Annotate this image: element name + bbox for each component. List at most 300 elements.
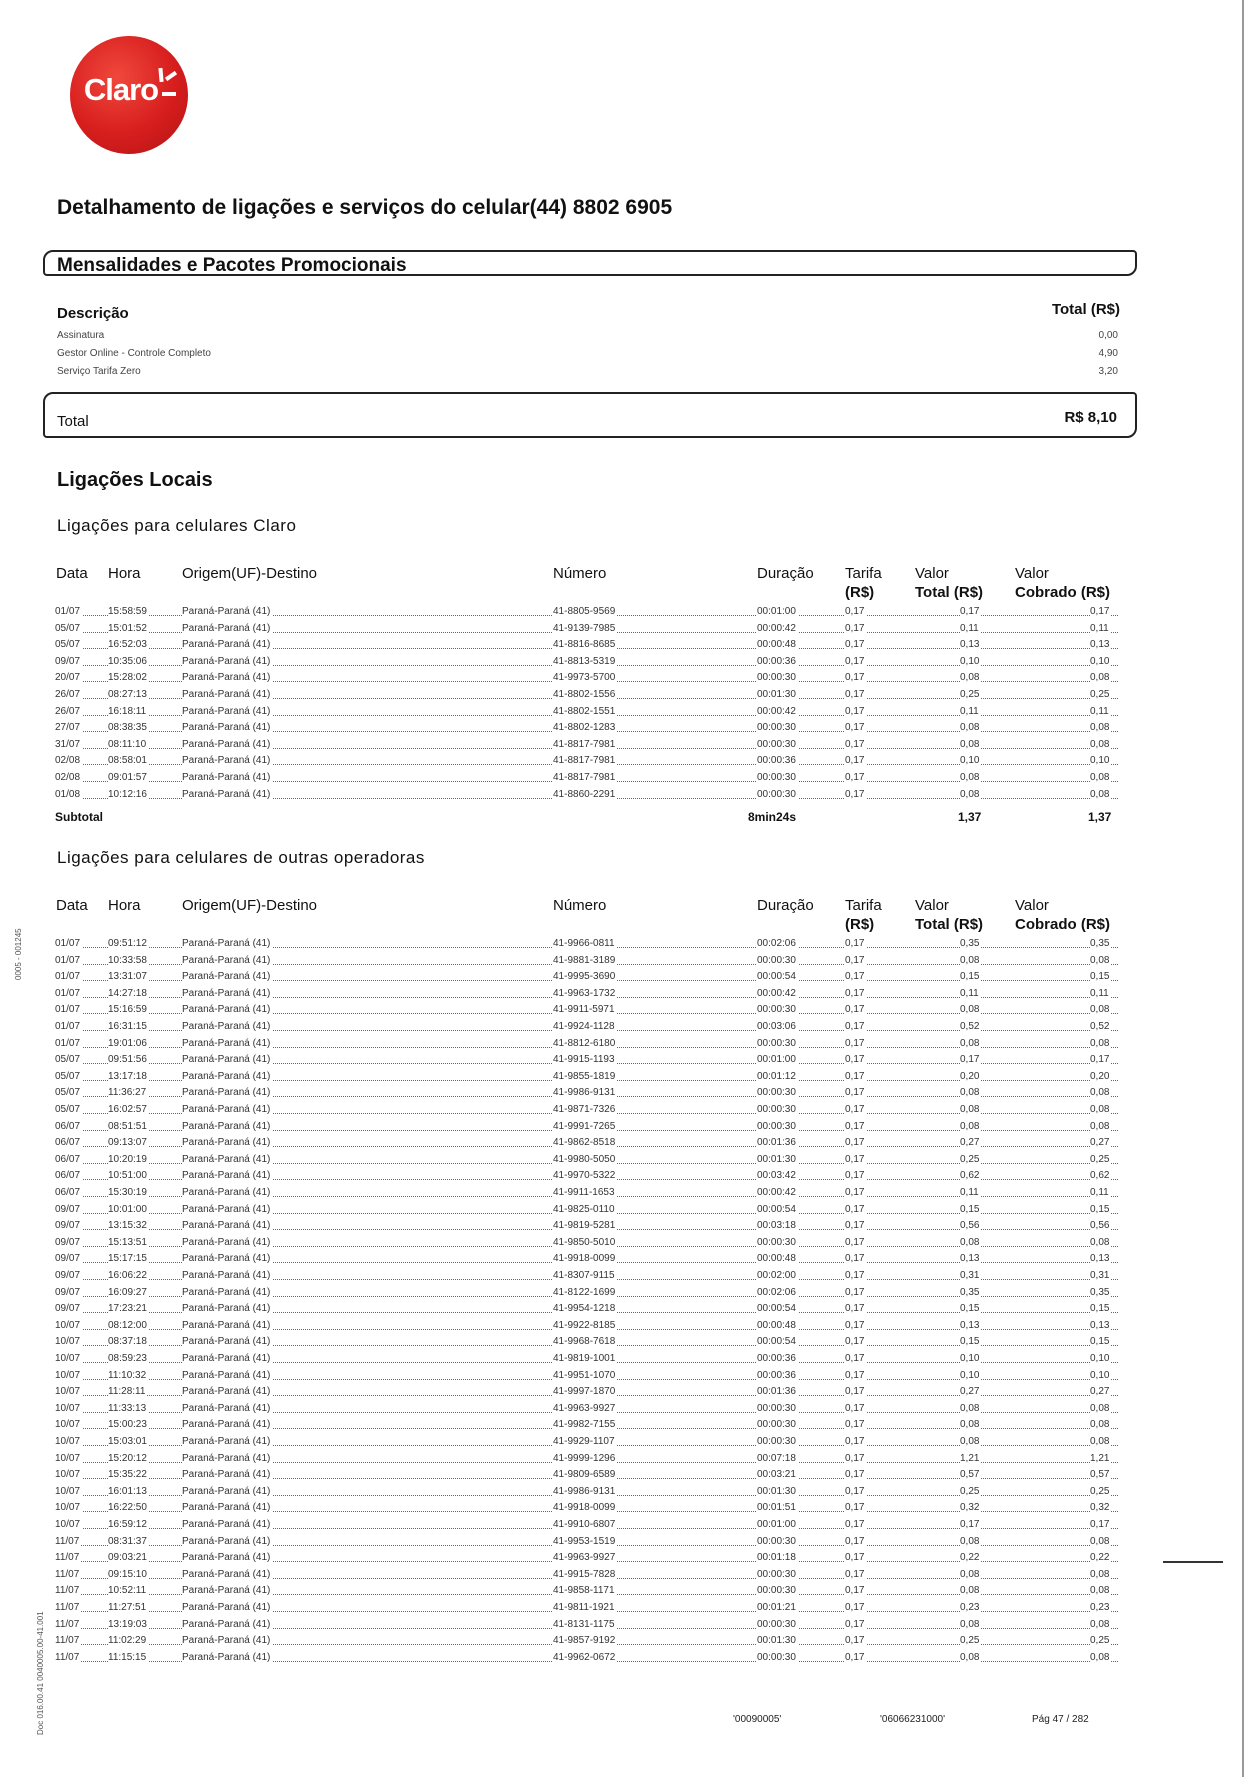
cell-numero: 41-9963-1732 [553,987,616,999]
cell-valor-total: 1,21 [960,1452,980,1464]
cell-origem: Paraná-Paraná (41) [182,738,271,750]
cell-duracao: 00:01:12 [757,1070,796,1082]
cell-valor-total: 0,35 [960,1286,980,1298]
col-duracao-header: Duração [757,897,814,914]
cell-numero: 41-9982-7155 [553,1419,616,1431]
table-row [0,1633,1244,1649]
cell-tarifa: 0,17 [845,1021,865,1032]
table-row [0,621,1244,637]
cell-numero: 41-9929-1107 [553,1436,615,1447]
cell-valor-total: 0,25 [960,689,980,700]
table-row [0,1069,1244,1085]
cell-data: 10/07 [55,1369,81,1381]
cell-valor-cobrado: 0,57 [1090,1469,1110,1481]
subtotal-label: Subtotal [55,810,103,824]
table-row [0,1650,1244,1666]
cell-tarifa: 0,17 [845,1485,865,1497]
cell-numero: 41-9819-5281 [553,1220,616,1232]
table-row [0,1434,1244,1450]
col-tarifa-unit: (R$) [845,584,875,601]
cell-duracao: 00:01:36 [757,1386,796,1398]
cell-duracao: 00:00:30 [757,1419,796,1431]
cell-valor-total: 0,08 [960,1104,980,1115]
cell-tarifa: 0,17 [845,1286,865,1298]
cell-numero: 41-8802-1551 [553,705,616,717]
cell-origem: Paraná-Paraná (41) [182,1369,271,1381]
cell-valor-cobrado: 0,35 [1090,938,1110,949]
cell-numero: 41-9809-6589 [553,1469,616,1481]
cell-valor-total: 0,15 [960,1336,980,1348]
col-tarifa-unit: (R$) [845,916,875,933]
cell-valor-cobrado: 0,08 [1090,954,1110,966]
cell-valor-total: 0,15 [960,1303,980,1315]
table-row [0,670,1244,686]
cell-data: 10/07 [55,1353,81,1364]
cell-origem: Paraná-Paraná (41) [182,1452,271,1464]
logo-text: Claro [83,72,159,107]
cell-hora: 11:10:32 [108,1369,147,1381]
cell-origem: Paraná-Paraná (41) [182,1502,271,1514]
cell-data: 01/07 [55,987,81,999]
cell-valor-total: 0,25 [960,1485,980,1497]
cell-origem: Paraná-Paraná (41) [182,1104,271,1115]
cell-tarifa: 0,17 [845,1452,865,1464]
cell-tarifa: 0,17 [845,1153,865,1165]
cell-valor-total: 0,10 [960,755,980,767]
cell-hora: 15:17:15 [108,1253,147,1265]
subtotal-total: 1,37 [958,810,982,824]
cell-duracao: 00:00:48 [757,1319,796,1331]
cell-tarifa: 0,17 [845,1502,865,1514]
cell-valor-total: 0,08 [960,1568,980,1580]
cell-origem: Paraná-Paraná (41) [182,1170,271,1182]
cell-hora: 08:11:10 [108,738,147,750]
cell-tarifa: 0,17 [845,1568,865,1580]
cell-origem: Paraná-Paraná (41) [182,1286,271,1298]
cell-duracao: 00:00:48 [757,639,796,651]
cell-duracao: 00:01:00 [757,1519,796,1530]
cell-tarifa: 0,17 [845,938,865,949]
cell-duracao: 00:07:18 [757,1452,796,1464]
cell-duracao: 00:01:00 [757,606,796,617]
cell-origem: Paraná-Paraná (41) [182,1253,271,1265]
cell-numero: 41-8817-7981 [553,772,616,783]
cell-origem: Paraná-Paraná (41) [182,639,271,651]
cell-tarifa: 0,17 [845,672,865,684]
cell-duracao: 00:01:18 [757,1552,796,1564]
table-row [0,986,1244,1002]
cell-origem: Paraná-Paraná (41) [182,1353,271,1364]
cell-numero: 41-9922-8185 [553,1319,616,1331]
cell-data: 11/07 [55,1602,80,1613]
cell-data: 09/07 [55,1303,81,1315]
cell-tarifa: 0,17 [845,705,865,717]
cell-numero: 41-9997-1870 [553,1386,616,1398]
total-header: Total (R$) [1051,301,1120,318]
table-row [0,1152,1244,1168]
cell-valor-total: 0,08 [960,1087,980,1099]
cell-duracao: 00:00:30 [757,1236,796,1248]
mensalidade-value: 4,90 [1098,348,1118,359]
cell-origem: Paraná-Paraná (41) [182,1469,271,1481]
col-numero-header: Número [553,565,607,582]
table-row [0,1019,1244,1035]
cell-duracao: 00:01:30 [757,1153,796,1165]
col-origem-header: Origem(UF)-Destino [182,897,318,914]
cell-duracao: 00:00:54 [757,971,796,983]
cell-valor-cobrado: 0,08 [1090,738,1110,750]
cell-valor-cobrado: 0,11 [1090,1187,1109,1198]
mensalidade-value: 3,20 [1098,366,1118,377]
cell-data: 11/07 [55,1568,80,1580]
cell-tarifa: 0,17 [845,655,865,667]
cell-duracao: 00:01:51 [757,1502,796,1514]
cell-valor-cobrado: 0,20 [1090,1070,1110,1082]
cell-data: 06/07 [55,1120,81,1132]
cell-data: 10/07 [55,1319,81,1331]
logo-rays-icon [156,66,180,106]
cell-origem: Paraná-Paraná (41) [182,1203,271,1215]
cell-duracao: 00:00:42 [757,987,796,999]
cell-data: 11/07 [55,1535,80,1547]
table-row [0,1484,1244,1500]
table-row [0,1534,1244,1550]
cell-data: 05/07 [55,1087,81,1099]
cell-tarifa: 0,17 [845,1618,865,1630]
col-origem-header: Origem(UF)-Destino [182,565,318,582]
cell-valor-total: 0,17 [960,1054,980,1066]
cell-origem: Paraná-Paraná (41) [182,1485,271,1497]
cell-duracao: 00:00:48 [757,1253,796,1265]
cell-hora: 09:51:12 [108,938,147,949]
cell-tarifa: 0,17 [845,772,865,783]
cell-valor-cobrado: 0,15 [1090,1336,1110,1348]
cell-valor-total: 0,08 [960,1037,980,1049]
cell-duracao: 00:00:30 [757,1120,796,1132]
col-data-header: Data [56,565,88,582]
table-row [0,770,1244,786]
cell-duracao: 00:00:30 [757,1087,796,1099]
cell-tarifa: 0,17 [845,1319,865,1331]
cell-valor-cobrado: 0,10 [1090,755,1110,767]
col-duracao-header: Duração [757,565,814,582]
cell-data: 01/08 [55,788,81,800]
cell-hora: 10:51:00 [108,1170,147,1182]
cell-numero: 41-9924-1128 [553,1021,615,1032]
cell-valor-cobrado: 0,08 [1090,1419,1110,1431]
cell-data: 10/07 [55,1419,81,1431]
cell-valor-cobrado: 0,11 [1090,987,1109,999]
cell-valor-total: 0,11 [960,622,979,634]
cell-numero: 41-9911-5971 [553,1004,615,1016]
cell-duracao: 00:00:30 [757,738,796,750]
cell-valor-total: 0,17 [960,606,980,617]
cell-data: 01/07 [55,1021,81,1032]
cell-duracao: 00:00:30 [757,1535,796,1547]
cell-duracao: 00:00:30 [757,1004,796,1016]
cell-origem: Paraná-Paraná (41) [182,1087,271,1099]
cell-tarifa: 0,17 [845,1402,865,1414]
cell-origem: Paraná-Paraná (41) [182,1137,271,1149]
cell-valor-cobrado: 0,17 [1090,606,1110,617]
cell-numero: 41-9910-6807 [553,1519,616,1530]
descricao-header: Descrição [57,305,129,322]
cell-valor-cobrado: 0,10 [1090,1353,1110,1364]
table-row [0,1583,1244,1599]
cell-valor-total: 0,08 [960,772,980,783]
cell-valor-cobrado: 0,27 [1090,1386,1110,1398]
cell-tarifa: 0,17 [845,722,865,734]
cell-valor-cobrado: 0,11 [1090,705,1109,717]
cell-valor-cobrado: 0,17 [1090,1054,1110,1066]
cell-duracao: 00:01:30 [757,1485,796,1497]
cell-valor-total: 0,13 [960,1319,980,1331]
col-hora-header: Hora [108,565,141,582]
cell-numero: 41-9862-8518 [553,1137,616,1149]
cell-origem: Paraná-Paraná (41) [182,1585,271,1597]
cell-hora: 16:22:50 [108,1502,147,1514]
cell-valor-total: 0,08 [960,672,980,684]
cell-origem: Paraná-Paraná (41) [182,1153,271,1165]
cell-numero: 41-9918-0099 [553,1253,616,1265]
col-valor-cobrado-header: Valor [1015,565,1049,582]
cell-duracao: 00:00:30 [757,1037,796,1049]
cell-valor-total: 0,08 [960,1651,980,1663]
cell-valor-total: 0,08 [960,1120,980,1132]
cell-tarifa: 0,17 [845,971,865,983]
cell-hora: 11:15:15 [108,1651,147,1663]
col-valor-total-header: Valor [915,897,949,914]
cell-duracao: 00:00:30 [757,672,796,684]
cell-numero: 41-9915-1193 [553,1054,615,1066]
cell-valor-cobrado: 0,10 [1090,1369,1110,1381]
cell-valor-total: 0,08 [960,1436,980,1447]
cell-hora: 13:31:07 [108,971,147,983]
cell-tarifa: 0,17 [845,1120,865,1132]
cell-duracao: 00:00:54 [757,1203,796,1215]
cell-numero: 41-8817-7981 [553,755,616,767]
cell-data: 05/07 [55,622,81,634]
table-row [0,1268,1244,1284]
cell-duracao: 00:03:21 [757,1469,796,1481]
cell-valor-total: 0,08 [960,1004,980,1016]
cell-duracao: 00:03:18 [757,1220,796,1232]
cell-hora: 15:03:01 [108,1436,147,1447]
cell-data: 10/07 [55,1469,81,1481]
cell-hora: 16:09:27 [108,1286,147,1298]
cell-origem: Paraná-Paraná (41) [182,622,271,634]
cell-hora: 15:13:51 [108,1236,147,1248]
cell-data: 06/07 [55,1137,81,1149]
cell-tarifa: 0,17 [845,1104,865,1115]
table-row [0,1351,1244,1367]
cell-valor-cobrado: 0,17 [1090,1519,1110,1530]
cell-duracao: 00:01:00 [757,1054,796,1066]
mensalidades-box [43,250,1137,276]
cell-origem: Paraná-Paraná (41) [182,1535,271,1547]
cell-numero: 41-8813-5319 [553,655,616,667]
cell-numero: 41-9962-0672 [553,1651,616,1663]
cell-origem: Paraná-Paraná (41) [182,1270,271,1281]
cell-numero: 41-9999-1296 [553,1452,616,1464]
cell-hora: 15:35:22 [108,1469,147,1481]
cell-valor-total: 0,15 [960,971,980,983]
cell-data: 31/07 [55,738,81,750]
col-valor-total-unit: Total (R$) [915,916,984,933]
cell-data: 09/07 [55,1286,81,1298]
cell-hora: 09:15:10 [108,1568,147,1580]
table-row [0,1185,1244,1201]
cell-data: 20/07 [55,672,81,684]
cell-valor-total: 0,35 [960,938,980,949]
cell-data: 01/07 [55,954,81,966]
cell-valor-total: 0,52 [960,1021,980,1032]
cell-numero: 41-9986-9131 [553,1087,616,1099]
cell-data: 02/08 [55,755,81,767]
cell-duracao: 00:01:21 [757,1602,796,1613]
cell-tarifa: 0,17 [845,1386,865,1398]
cell-duracao: 00:00:30 [757,1436,796,1447]
cell-hora: 16:01:13 [108,1485,147,1497]
cell-origem: Paraná-Paraná (41) [182,606,271,617]
cell-valor-cobrado: 0,08 [1090,1568,1110,1580]
table-row [0,1052,1244,1068]
cell-valor-cobrado: 0,32 [1090,1502,1110,1514]
cell-valor-total: 0,13 [960,1253,980,1265]
table-row [0,1301,1244,1317]
cell-valor-total: 0,17 [960,1519,980,1530]
cell-data: 05/07 [55,1104,81,1115]
cell-data: 10/07 [55,1485,81,1497]
cell-hora: 09:51:56 [108,1054,147,1066]
cell-numero: 41-9980-5050 [553,1153,616,1165]
cell-numero: 41-8860-2291 [553,788,616,800]
cell-data: 01/07 [55,971,81,983]
cell-valor-total: 0,11 [960,705,979,717]
cell-data: 09/07 [55,1270,81,1281]
total-box [43,392,1137,438]
cell-valor-total: 0,27 [960,1386,980,1398]
cell-hora: 11:33:13 [108,1402,147,1414]
table-row [0,1235,1244,1251]
table-row [0,1550,1244,1566]
cell-valor-total: 0,10 [960,655,980,667]
table-row [0,787,1244,803]
total-label: Total [57,413,89,430]
cell-duracao: 00:00:30 [757,722,796,734]
cell-tarifa: 0,17 [845,1270,865,1281]
cell-data: 09/07 [55,655,81,667]
cell-hora: 10:52:11 [108,1585,147,1597]
table-row [0,1135,1244,1151]
cell-valor-cobrado: 0,08 [1090,1037,1110,1049]
cell-numero: 41-9954-1218 [553,1303,616,1315]
cell-data: 01/07 [55,606,81,617]
cell-hora: 10:20:19 [108,1153,147,1165]
cell-numero: 41-9970-5322 [553,1170,616,1182]
cell-origem: Paraná-Paraná (41) [182,987,271,999]
cell-data: 10/07 [55,1336,81,1348]
mensalidade-desc: Assinatura [57,330,105,341]
table-row [0,654,1244,670]
table-row [0,1467,1244,1483]
col-data-header: Data [56,897,88,914]
cell-hora: 16:52:03 [108,639,147,651]
cell-origem: Paraná-Paraná (41) [182,1070,271,1082]
cell-valor-cobrado: 0,25 [1090,1153,1110,1165]
cell-origem: Paraná-Paraná (41) [182,1120,271,1132]
col-valor-cobrado-unit: Cobrado (R$) [1015,916,1110,933]
table-row [0,637,1244,653]
table-row [0,753,1244,769]
cell-duracao: 00:01:30 [757,1635,796,1647]
cell-hora: 09:13:07 [108,1137,147,1149]
cell-tarifa: 0,17 [845,1552,865,1564]
cell-duracao: 00:00:30 [757,1402,796,1414]
cell-data: 06/07 [55,1187,81,1198]
table-row [0,969,1244,985]
cell-duracao: 00:01:30 [757,689,796,700]
cell-numero: 41-8816-8685 [553,639,616,651]
table-row [0,1417,1244,1433]
cell-data: 27/07 [55,722,81,734]
cell-data: 05/07 [55,639,81,651]
cell-hora: 15:20:12 [108,1452,147,1464]
cell-hora: 11:02:29 [108,1635,147,1647]
cell-tarifa: 0,17 [845,1419,865,1431]
cell-numero: 41-9881-3189 [553,954,616,966]
cell-duracao: 00:00:36 [757,655,796,667]
cell-hora: 11:36:27 [108,1087,147,1099]
cell-tarifa: 0,17 [845,755,865,767]
cell-tarifa: 0,17 [845,1004,865,1016]
cell-valor-total: 0,08 [960,738,980,750]
cell-valor-total: 0,11 [960,987,979,999]
cell-duracao: 00:00:30 [757,1651,796,1663]
cell-hora: 10:01:00 [108,1203,147,1215]
cell-data: 06/07 [55,1153,81,1165]
footer-code-1: '00090005' [733,1714,782,1725]
cell-data: 05/07 [55,1054,81,1066]
cell-origem: Paraná-Paraná (41) [182,1618,271,1630]
cell-tarifa: 0,17 [845,1469,865,1481]
cell-origem: Paraná-Paraná (41) [182,1037,271,1049]
cell-valor-total: 0,23 [960,1602,980,1613]
cell-valor-cobrado: 0,08 [1090,1120,1110,1132]
cell-data: 01/07 [55,1037,81,1049]
cell-numero: 41-8805-9569 [553,606,616,617]
cell-hora: 11:27:51 [108,1602,147,1613]
cell-origem: Paraná-Paraná (41) [182,1436,271,1447]
claro-subheading: Ligações para celulares Claro [57,516,297,535]
cell-data: 10/07 [55,1402,81,1414]
margin-doc-code: Doc 016.00.41 0040005.00-41.001 [36,1611,45,1735]
cell-hora: 08:27:13 [108,689,147,700]
cell-hora: 10:12:16 [108,788,147,800]
cell-valor-cobrado: 0,08 [1090,672,1110,684]
cell-numero: 41-9825-0110 [553,1203,615,1215]
cell-hora: 17:23:21 [108,1303,147,1315]
cell-origem: Paraná-Paraná (41) [182,672,271,684]
cell-data: 01/07 [55,1004,81,1016]
cell-numero: 41-9811-1921 [553,1602,615,1613]
cell-origem: Paraná-Paraná (41) [182,1419,271,1431]
cell-valor-total: 0,56 [960,1220,980,1232]
footer-page: Pág 47 / 282 [1032,1714,1089,1725]
cell-data: 11/07 [55,1618,80,1630]
cell-valor-total: 0,08 [960,954,980,966]
col-hora-header: Hora [108,897,141,914]
